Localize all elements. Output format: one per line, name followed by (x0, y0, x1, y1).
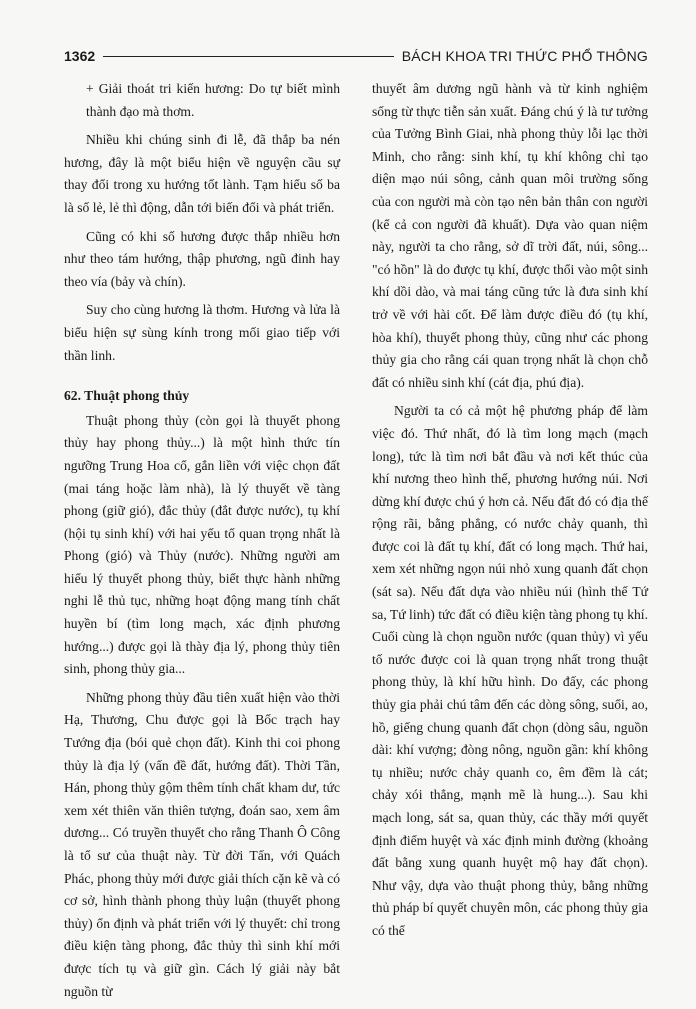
section-heading: 62. Thuật phong thủy (64, 388, 190, 404)
page-number: 1362 (64, 48, 96, 64)
paragraph: Những phong thủy đầu tiên xuất hiện vào thời Hạ, Thương, Chu được gọi là Bốc trạch hay Tướng địa (bói quẻ chọn đất). Kinh thi coi phong thủy là địa lý (vấn đề đất, hướng đất). Thời Tần, Hán, phong thủy gộm thêm tính chất kham dư, tức xem xét thiên văn thiên tượng, đoán sao, xem âm dương... Có truyền thuyết cho rằng Thanh Ô Công là tổ sư của thuật này. Từ đời Tấn, với Quách Phác, phong thủy mới được giải thích cặn kẽ và có cơ sở, hình thành phong thủy luận (thuyết phong thủy) ổn định và phát triển với lý thuyết: chỉ trong điều kiện tàng phong, đắc thủy thì sinh khí mới được tích tụ và giữ gìn. Cách lý giải này bắt nguồn từ (64, 689, 340, 999)
paragraph: Nhiều khi chúng sinh đi lễ, đã thắp ba nén hương, đây là một biểu hiện về nguyện cầu sự thay đổi trong xu hướng tốt lành. Tạm hiểu số ba là số lẻ, lẻ thì động, dẫn tới biến đổi và phát triển. (64, 132, 340, 215)
paragraph: Suy cho cùng hương là thơm. Hương và lửa là biểu hiện sự sùng kính trong mối giao tiếp với thần linh. (64, 302, 340, 363)
running-title: BÁCH KHOA TRI THỨC PHỔ THÔNG (401, 48, 648, 64)
paragraph: thuyết âm dương ngũ hành và từ kinh nghiệm sống từ thực tiễn sản xuất. Đáng chú ý là tư tưởng của Tưởng Bình Giai, nhà phong thủy lỗi lạc thời Minh, cho rằng: sinh khí, tụ khí không chỉ tạo diện mạo núi sông, cảnh quan môi trường sống của con người mà còn tạo nên bản thân con người (kể cả con người đã khuất). Dựa vào quan niệm này, người ta cho rằng, sở dĩ trời đất, núi, sông... "có hồn" là do được tụ khí, được thổi vào một sinh khí dồi dào, và mai táng cũng tức là đưa sinh khí trở về với hài cốt. Để làm được điều đó (tụ khí, hòa khí), thuyết phong thủy, cũng như các phong thủy gia cho rằng cái quan trọng nhất là chọn chỗ đất có nhiều sinh khí (cát địa, phú địa). (372, 81, 648, 390)
page-header (64, 44, 648, 68)
right-column (372, 78, 648, 949)
header-rule (103, 56, 394, 57)
paragraph: + Giải thoát tri kiến hương: Do tự biết mình thành đạo mà thơm. (86, 81, 340, 119)
paragraph: Cũng có khi số hương được thắp nhiều hơn như theo tám hướng, thập phương, ngũ đinh hay theo vía (bảy và chín). (64, 228, 340, 289)
paragraph: Người ta có cả một hệ phương pháp để làm việc đó. Thứ nhất, đó là tìm long mạch (mạch long), tức là tìm nơi bắt đầu và nơi kết thúc của khí nương theo hình thế, phương hướng núi. Nơi dừng khí được chú ý hơn cả. Nếu đất đó có địa thế rộng rãi, bằng phẳng, có nước chảy quanh, thì được coi là đất tụ khí, đất có long mạch. Thứ hai, xem xét những ngọn núi nhỏ xung quanh đất chọn (sát sa). Nếu đất dựa vào nhiều núi (hình thế Tứ sa, Tứ linh) tức đất có điều kiện tàng phong tụ khí. Cuối cùng là chọn nguồn nước (quan thủy) vì yếu tố nước được coi là quan trọng nhất trong thuật phong thủy, là khí hữu hình. Do đấy, các phong thủy gia phải chú tâm đến các dòng sông, suối, ao, hồ, giếng chung quanh đất chọn (dòng sâu, nguồn dài: khí vượng; đòng nông, nguồn gần: khí không tụ nhiều; nước chảy quanh co, êm đềm là cát; chảy xói thẳng, mạnh mẽ là hung...). Sau khi mạch long, sát sa, quan thủy, các thầy mới quyết định điểm huyệt và xác định minh đường (khoảng đất bằng xung quanh huyệt mộ hay đất chọn). Như vậy, dựa vào thuật phong thủy, bằng những thủ pháp bí quyết chuyên môn, các phong thủy gia có thể (372, 403, 648, 938)
left-column (64, 78, 340, 1009)
paragraph: Thuật phong thủy (còn gọi là thuyết phong thủy hay phong thủy...) là một hình thức tín ngưỡng Trung Hoa cổ, gắn liền với việc chọn đất (mai táng hoặc làm nhà), là lý thuyết về tàng phong (giữ gió), đắc thủy (đắt được nước), tụ khí (hội tụ sinh khí) với hai yếu tố quan trọng nhất là Phong (gió) và Thủy (nước). Những người am hiểu lý thuyết phong thủy, biết thực hành những nghi lễ thủ tục, những hoạt động mang tính chất huyền bí (tìm long mạch, xác định phương hướng...) được gọi là thày địa lý, phong thủy tiên sinh, phong thủy gia... (64, 412, 340, 677)
